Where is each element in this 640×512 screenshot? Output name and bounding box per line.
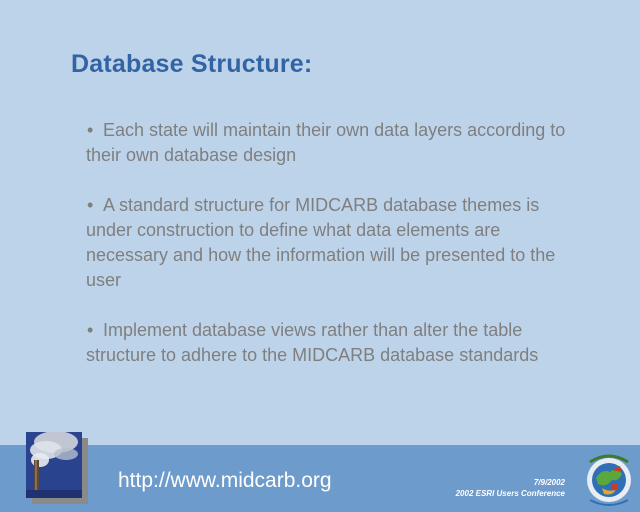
smokestack-image bbox=[26, 432, 82, 498]
bullet-item bbox=[86, 318, 586, 368]
website-link[interactable]: http://www.midcarb.org bbox=[118, 469, 332, 492]
bullet-marker: • bbox=[87, 120, 94, 140]
slide-title: Database Structure: bbox=[71, 50, 313, 78]
bullet-item bbox=[86, 193, 586, 293]
footer-conference: 2002 ESRI Users Conference bbox=[455, 489, 565, 498]
bullet-text: Implement database views rather than alter the table structure to adhere to the MIDCARB database standards bbox=[86, 320, 539, 365]
bullet-item bbox=[86, 118, 586, 168]
bullet-text: Each state will maintain their own data layers according to their own database design bbox=[86, 120, 566, 165]
bullet-list bbox=[86, 118, 586, 393]
esri-conference-logo bbox=[582, 448, 640, 512]
bullet-marker: • bbox=[87, 320, 94, 340]
smokestack-photo bbox=[26, 432, 82, 498]
bullet-text: A standard structure for MIDCARB database themes is under construction to define what data elements are necessary and how the information will be presented to the user bbox=[86, 195, 556, 290]
footer-date: 7/9/2002 bbox=[533, 478, 565, 487]
globe-logo-icon bbox=[582, 448, 640, 512]
bullet-marker: • bbox=[87, 195, 94, 215]
